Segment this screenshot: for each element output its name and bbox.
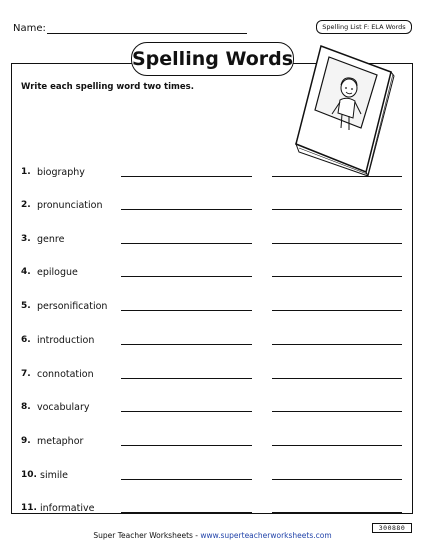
spelling-word: introduction bbox=[37, 335, 95, 346]
write-line-1[interactable] bbox=[121, 479, 252, 480]
list-item bbox=[21, 234, 406, 248]
write-line-1[interactable] bbox=[121, 209, 252, 210]
footer-url-link[interactable]: www.superteacherworksheets.com bbox=[200, 531, 332, 540]
item-number: 8. bbox=[21, 402, 31, 412]
list-item bbox=[21, 503, 406, 517]
spelling-word: personification bbox=[37, 301, 108, 312]
write-line-2[interactable] bbox=[272, 310, 402, 311]
footer-separator: - bbox=[192, 531, 201, 540]
item-number: 6. bbox=[21, 335, 31, 345]
item-number: 4. bbox=[21, 267, 31, 277]
spelling-word: simile bbox=[40, 470, 68, 481]
spelling-word: biography bbox=[37, 167, 85, 178]
spelling-word: informative bbox=[40, 503, 95, 514]
list-tag: Spelling List F: ELA Words bbox=[316, 20, 412, 34]
list-item bbox=[21, 335, 406, 349]
write-line-2[interactable] bbox=[272, 276, 402, 277]
list-item bbox=[21, 402, 406, 416]
write-line-1[interactable] bbox=[121, 512, 252, 513]
write-line-2[interactable] bbox=[272, 209, 402, 210]
write-line-1[interactable] bbox=[121, 344, 252, 345]
item-number: 11. bbox=[21, 503, 37, 513]
name-label: Name: bbox=[13, 23, 46, 34]
name-line[interactable] bbox=[47, 33, 247, 34]
item-number: 10. bbox=[21, 470, 37, 480]
list-item bbox=[21, 200, 406, 214]
footer bbox=[0, 531, 425, 540]
write-line-2[interactable] bbox=[272, 176, 402, 177]
write-line-1[interactable] bbox=[121, 411, 252, 412]
write-line-2[interactable] bbox=[272, 378, 402, 379]
spelling-word: connotation bbox=[37, 369, 94, 380]
page-title: Spelling Words bbox=[131, 42, 294, 76]
list-item bbox=[21, 436, 406, 450]
footer-brand: Super Teacher Worksheets bbox=[93, 531, 193, 540]
write-line-2[interactable] bbox=[272, 479, 402, 480]
spelling-word: metaphor bbox=[37, 436, 84, 447]
spelling-word: genre bbox=[37, 234, 65, 245]
write-line-2[interactable] bbox=[272, 512, 402, 513]
book-icon bbox=[291, 44, 403, 180]
spelling-word: pronunciation bbox=[37, 200, 103, 211]
item-number: 2. bbox=[21, 200, 31, 210]
write-line-1[interactable] bbox=[121, 378, 252, 379]
write-line-1[interactable] bbox=[121, 445, 252, 446]
item-number: 1. bbox=[21, 167, 31, 177]
item-number: 3. bbox=[21, 234, 31, 244]
item-number: 7. bbox=[21, 369, 31, 379]
list-item bbox=[21, 369, 406, 383]
spelling-word: epilogue bbox=[37, 267, 78, 278]
item-number: 5. bbox=[21, 301, 31, 311]
worksheet-code: 300880 bbox=[372, 523, 412, 533]
write-line-2[interactable] bbox=[272, 445, 402, 446]
list-item bbox=[21, 301, 406, 315]
instructions: Write each spelling word two times. bbox=[21, 82, 194, 92]
write-line-2[interactable] bbox=[272, 243, 402, 244]
write-line-1[interactable] bbox=[121, 310, 252, 311]
write-line-2[interactable] bbox=[272, 344, 402, 345]
item-number: 9. bbox=[21, 436, 31, 446]
spelling-word: vocabulary bbox=[37, 402, 90, 413]
write-line-2[interactable] bbox=[272, 411, 402, 412]
list-item bbox=[21, 267, 406, 281]
write-line-1[interactable] bbox=[121, 176, 252, 177]
list-item bbox=[21, 470, 406, 484]
write-line-1[interactable] bbox=[121, 243, 252, 244]
write-line-1[interactable] bbox=[121, 276, 252, 277]
list-item bbox=[21, 167, 406, 181]
